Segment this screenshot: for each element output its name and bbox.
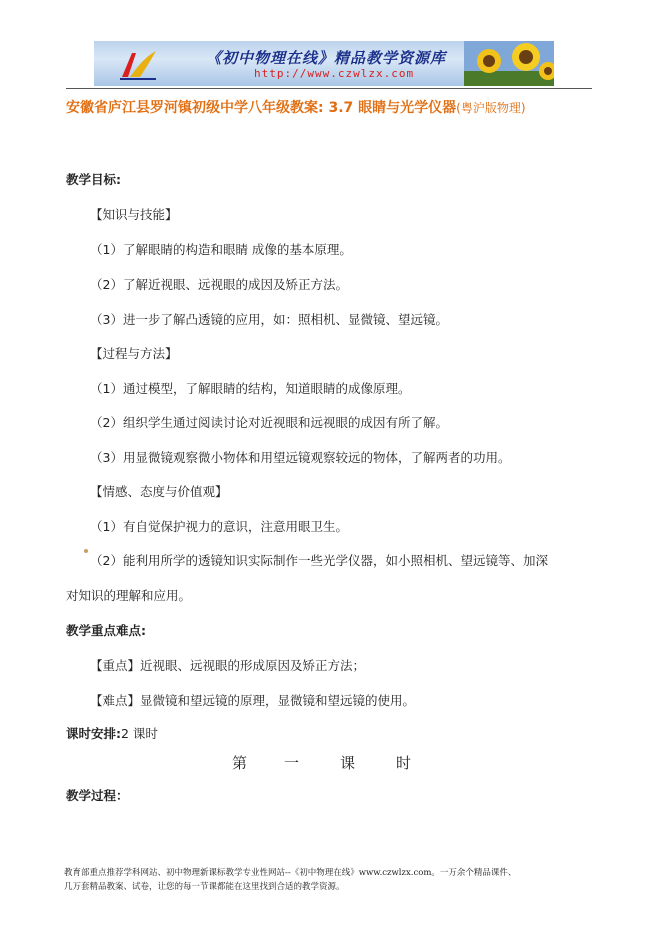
document-title-main: 安徽省庐江县罗河镇初级中学八年级教案: 3.7 眼睛与光学仪器	[66, 100, 457, 116]
footer-line-1: 教育部重点推荐学科网站、初中物理新课标教学专业性网站--《初中物理在线》www.czwlzx.com。一万余个精品课件、	[64, 868, 517, 878]
chapter-char-1: 第	[232, 754, 248, 772]
goals-heading: 教学目标:	[66, 172, 121, 187]
process-item-3: （3）用显微镜观察微小物体和用望远镜观察较远的物体，了解两者的功用。	[90, 450, 511, 465]
knowledge-item-2: （2）了解近视眼、远视眼的成因及矫正方法。	[90, 277, 348, 292]
process-item-1: （1）通过模型，了解眼睛的结构，知道眼睛的成像原理。	[90, 381, 411, 396]
schedule-value: 2 课时	[121, 726, 158, 741]
document-title-suffix: (粤沪版物理)	[456, 101, 526, 115]
key-point-difficulty: 【难点】显微镜和望远镜的原理，显微镜和望远镜的使用。	[90, 693, 416, 708]
banner-url: http://www.czwlzx.com	[254, 67, 415, 80]
chapter-char-3: 课	[340, 754, 356, 772]
emotion-item-1: （1）有自觉保护视力的意识，注意用眼卫生。	[90, 519, 348, 534]
process-method-heading: 【过程与方法】	[90, 346, 178, 361]
document-title	[66, 97, 606, 117]
emotion-heading: 【情感、态度与价值观】	[90, 484, 228, 499]
logo-icon	[118, 47, 158, 81]
schedule-label: 课时安排:	[66, 726, 121, 741]
knowledge-item-1: （1）了解眼睛的构造和眼睛 成像的基本原理。	[90, 242, 352, 257]
knowledge-heading: 【知识与技能】	[90, 207, 178, 222]
schedule	[66, 724, 158, 742]
header-rule	[66, 88, 592, 89]
footer-line-2: 几万套精品教案、试卷，让您的每一节课都能在这里找到合适的教学资源。	[64, 882, 345, 892]
chapter-char-4: 时	[396, 754, 412, 772]
emotion-item-2-line-2: 对知识的理解和应用。	[66, 588, 192, 603]
emotion-item-2-line-1: （2）能利用所学的透镜知识实际制作一些光学仪器，如小照相机、望远镜等、加深	[90, 553, 548, 568]
stray-mark	[84, 549, 88, 553]
chapter-char-2: 一	[284, 754, 300, 772]
key-point-focus: 【重点】近视眼、远视眼的形成原因及矫正方法；	[90, 658, 366, 673]
header-banner	[94, 41, 554, 86]
process-item-2: （2）组织学生通过阅读讨论对近视眼和远视眼的成因有所了解。	[90, 415, 448, 430]
banner-title: 《初中物理在线》精品教学资源库	[206, 49, 447, 67]
knowledge-item-3: （3）进一步了解凸透镜的应用，如：照相机、显微镜、望远镜。	[90, 312, 448, 327]
teaching-process-heading: 教学过程：	[66, 788, 129, 803]
sunflower-icon	[464, 41, 554, 86]
key-points-heading: 教学重点难点:	[66, 623, 146, 638]
